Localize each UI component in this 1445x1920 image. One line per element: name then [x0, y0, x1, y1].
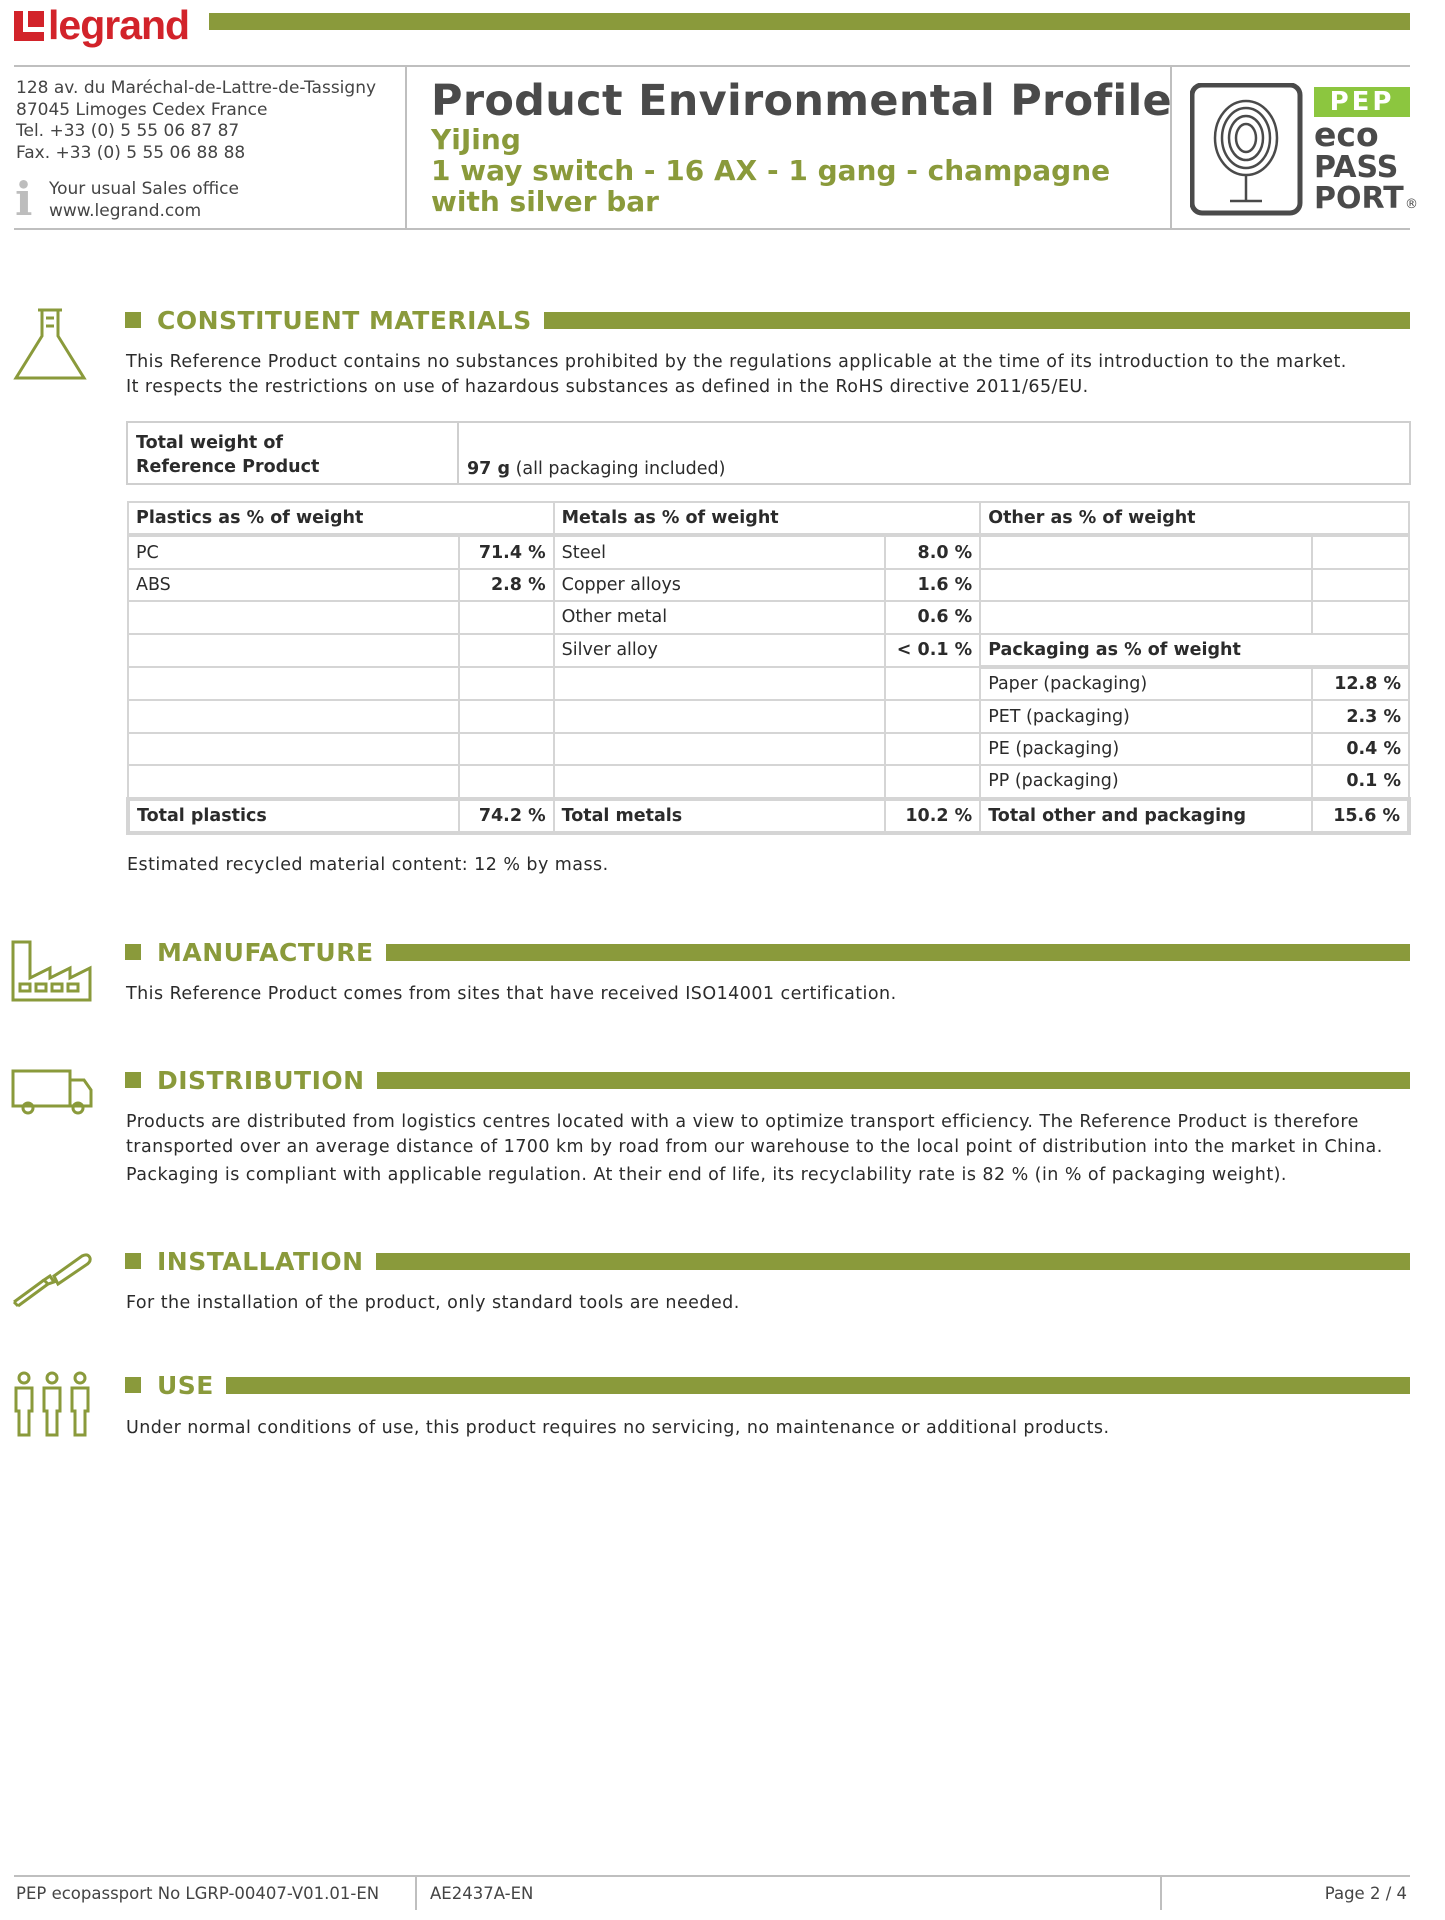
section-title: MANUFACTURE: [157, 937, 374, 967]
legrand-logo: [14, 2, 189, 49]
logo-text: legrand: [48, 2, 190, 48]
recycled-content-note: Estimated recycled material content: 12 % by mass.: [127, 855, 609, 875]
total-value: 10.2 %: [885, 799, 980, 833]
paragraph-line: Packaging is compliant with applicable regulation. At their end of life, its recyclability rate is 82 % (in % of packaging weight).: [126, 1165, 1287, 1185]
material-name: PC: [128, 535, 459, 568]
total-label: Total other and packaging: [980, 799, 1312, 833]
section-heading-manufacture: [125, 939, 1410, 965]
empty-cell: [128, 700, 459, 732]
table-row: [128, 700, 1409, 732]
section-title: DISTRIBUTION: [157, 1065, 365, 1095]
empty-cell: [128, 601, 459, 633]
material-value: 12.8 %: [1312, 667, 1409, 700]
plastics-header: Plastics as % of weight: [128, 502, 554, 535]
material-value: 0.6 %: [885, 601, 980, 633]
empty-cell: [128, 667, 459, 700]
fingerprint-tree-icon: [1215, 101, 1277, 201]
empty-cell: [459, 700, 554, 732]
divider: [14, 65, 1410, 67]
empty-cell: [554, 667, 886, 700]
footer-doc-number: PEP ecopassport No LGRP-00407-V01.01-EN: [16, 1884, 380, 1903]
table-row: [128, 667, 1409, 700]
empty-cell: [459, 667, 554, 700]
material-name: PP (packaging): [980, 765, 1312, 798]
divider: [1160, 1875, 1162, 1910]
empty-cell: [128, 733, 459, 765]
table-row: [128, 733, 1409, 765]
truck-icon: [10, 1068, 94, 1120]
table-row: [128, 634, 1409, 667]
port-text: PORT: [1314, 181, 1404, 216]
empty-cell: [554, 733, 886, 765]
material-value: 2.3 %: [1312, 700, 1409, 732]
people-icon: [10, 1371, 94, 1441]
sales-info: [49, 178, 239, 222]
product-description: with silver bar: [431, 185, 659, 218]
section-title: USE: [157, 1370, 214, 1400]
registered-mark: ®: [1405, 197, 1418, 212]
empty-cell: [980, 569, 1312, 601]
other-header: Other as % of weight: [980, 502, 1409, 535]
screwdriver-icon: [10, 1250, 92, 1312]
empty-cell: [459, 634, 554, 667]
pep-text: PEP: [1329, 87, 1395, 117]
pass-text: PASS: [1314, 150, 1399, 185]
empty-cell: [980, 601, 1312, 633]
flask-icon: [10, 306, 90, 386]
table-row: [128, 601, 1409, 633]
empty-cell: [128, 765, 459, 798]
material-name: PE (packaging): [980, 733, 1312, 765]
page-number: Page 2 / 4: [1324, 1884, 1407, 1903]
product-description: 1 way switch - 16 AX - 1 gang - champagne: [431, 154, 1111, 187]
divider: [405, 65, 407, 230]
material-value: 2.8 %: [459, 569, 554, 601]
divider: [415, 1875, 417, 1910]
empty-cell: [885, 700, 980, 732]
weight-value: [458, 422, 1410, 484]
table-header-row: [128, 502, 1409, 535]
paragraph-line: It respects the restrictions on use of hazardous substances as defined in the RoHS directive 2011/65/EU.: [126, 377, 1089, 397]
total-weight-table: [126, 421, 1411, 485]
table-row: [128, 569, 1409, 601]
material-value: 71.4 %: [459, 535, 554, 568]
material-name: Steel: [554, 535, 886, 568]
empty-cell: [554, 700, 886, 732]
totals-row: [128, 799, 1409, 833]
table-row: [128, 535, 1409, 568]
fax: Fax. +33 (0) 5 55 06 88 88: [16, 142, 246, 163]
weight-label-line: Total weight of: [136, 433, 284, 453]
empty-cell: [459, 765, 554, 798]
total-value: 15.6 %: [1312, 799, 1409, 833]
empty-cell: [885, 765, 980, 798]
empty-cell: [1312, 535, 1409, 568]
website-link[interactable]: www.legrand.com: [49, 201, 202, 221]
material-name: Paper (packaging): [980, 667, 1312, 700]
manufacture-text: This Reference Product comes from sites that have received ISO14001 certification.: [126, 984, 897, 1004]
product-subtitle: [431, 124, 1110, 217]
factory-icon: [10, 940, 92, 1006]
page-title: Product Environmental Profile: [431, 76, 1172, 126]
section-heading-distribution: [125, 1067, 1410, 1093]
info-icon: i: [15, 172, 33, 226]
footer-reference: AE2437A-EN: [430, 1884, 534, 1903]
paragraph-line: Products are distributed from logistics centres located with a view to optimize transport efficiency. The Reference Product is therefore: [126, 1112, 1359, 1132]
material-name: PET (packaging): [980, 700, 1312, 732]
total-label: Total plastics: [128, 799, 459, 833]
weight-label-line: Reference Product: [136, 457, 320, 477]
total-value: 74.2 %: [459, 799, 554, 833]
table-row: [128, 765, 1409, 798]
weight-label: [127, 422, 458, 484]
paragraph-line: This Reference Product contains no substances prohibited by the regulations applicable at the time of its introduction to the market.: [126, 352, 1347, 372]
paragraph-line: transported over an average distance of 1700 km by road from our warehouse to the local point of distribution into the market in China.: [126, 1137, 1383, 1157]
footer-divider: [14, 1875, 1410, 1877]
section-title: CONSTITUENT MATERIALS: [157, 305, 532, 335]
empty-cell: [980, 535, 1312, 568]
address-line: 87045 Limoges Cedex France: [16, 99, 268, 120]
section-heading-materials: [125, 307, 1410, 333]
material-value: 0.4 %: [1312, 733, 1409, 765]
material-name: Silver alloy: [554, 634, 886, 667]
total-label: Total metals: [554, 799, 886, 833]
header-bar: [209, 13, 1410, 30]
weight-number: 97 g: [467, 459, 510, 479]
empty-cell: [1312, 569, 1409, 601]
product-line: YiJing: [431, 123, 521, 156]
material-value: 8.0 %: [885, 535, 980, 568]
legrand-mark-icon: [14, 11, 44, 41]
eco-text: eco: [1314, 115, 1379, 154]
empty-cell: [459, 601, 554, 633]
material-name: Copper alloys: [554, 569, 886, 601]
phone: Tel. +33 (0) 5 55 06 87 87: [16, 121, 240, 142]
material-name: ABS: [128, 569, 459, 601]
weight-note: (all packaging included): [515, 459, 726, 479]
pep-ecopassport-logo: [1190, 83, 1420, 222]
empty-cell: [554, 765, 886, 798]
installation-text: For the installation of the product, only standard tools are needed.: [126, 1293, 740, 1313]
empty-cell: [128, 634, 459, 667]
section-heading-use: [125, 1372, 1410, 1398]
materials-table: [126, 501, 1411, 835]
empty-cell: [1312, 601, 1409, 633]
company-address: [16, 78, 376, 164]
sales-office: Your usual Sales office: [49, 179, 239, 199]
distribution-text: [126, 1110, 1383, 1188]
address-line: 128 av. du Maréchal-de-Lattre-de-Tassigny: [16, 78, 377, 98]
material-name: Other metal: [554, 601, 886, 633]
materials-intro: [126, 350, 1347, 400]
use-text: Under normal conditions of use, this product requires no servicing, no maintenance or additional products.: [126, 1418, 1110, 1438]
empty-cell: [885, 667, 980, 700]
divider: [14, 228, 1410, 230]
material-value: 1.6 %: [885, 569, 980, 601]
metals-header: Metals as % of weight: [554, 502, 981, 535]
section-title: INSTALLATION: [157, 1246, 364, 1276]
empty-cell: [885, 733, 980, 765]
section-heading-installation: [125, 1248, 1410, 1274]
material-value: < 0.1 %: [885, 634, 980, 667]
empty-cell: [459, 733, 554, 765]
material-value: 0.1 %: [1312, 765, 1409, 798]
packaging-header: Packaging as % of weight: [980, 634, 1409, 667]
